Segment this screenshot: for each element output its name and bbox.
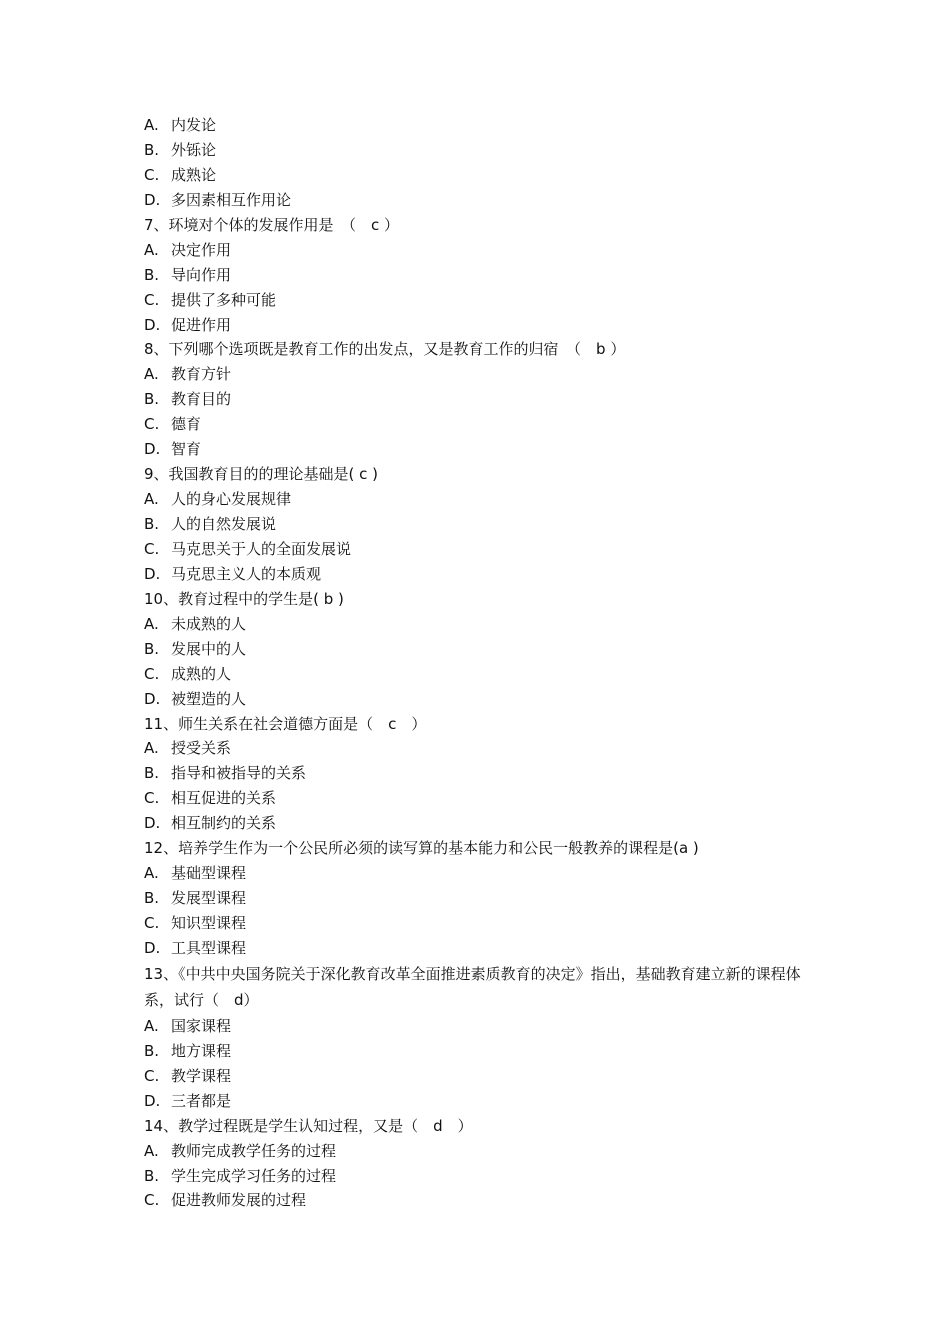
answer-option [144,736,824,761]
option-text: 马克思关于人的全面发展说 [171,539,352,558]
option-text: 相互促进的关系 [171,789,277,808]
option-letter: A. [144,240,159,259]
option-letter: C. [144,664,160,683]
answer-option [144,687,824,712]
option-letter: A. [144,365,159,384]
option-text: 提供了多种可能 [171,290,277,309]
option-letter: C. [144,415,160,434]
answer-option [144,911,824,936]
option-text: 促进作用 [171,315,232,334]
option-letter: B. [144,140,160,159]
option-text: 教学课程 [171,1066,232,1085]
question-text: 9、我国教育目的的理论基础是( c ) [144,465,379,484]
option-text: 马克思主义人的本质观 [171,564,322,583]
option-text: 被塑造的人 [171,689,247,708]
answer-option [144,537,824,562]
option-text: 成熟的人 [171,664,232,683]
question-text: 11、师生关系在社会道德方面是（ c ） [144,714,427,733]
option-letter: D. [144,440,161,459]
question-text: 14、教学过程既是学生认知过程，又是（ d ） [144,1116,473,1135]
option-letter: B. [144,515,160,533]
answer-option [144,138,824,163]
option-text: 德育 [171,415,202,434]
option-text: 多因素相互作用论 [171,190,292,209]
answer-option [144,412,824,437]
answer-option [144,512,824,537]
answer-option [144,387,824,412]
question-text: 13、《中共中央国务院关于深化教育改革全面推进素质教育的决定》指出，基础教育建立新的课程体系，试行（ d） [144,964,801,1010]
option-letter: D. [144,814,161,833]
option-letter: A. [144,490,159,509]
option-letter: A. [144,614,159,633]
answer-option [144,1039,824,1064]
answer-option [144,761,824,786]
option-letter: C. [144,914,160,932]
option-letter: A. [144,1016,159,1035]
answer-option [144,811,824,836]
option-letter: C. [144,539,160,558]
answer-option [144,612,824,637]
question-text: 10、教育过程中的学生是( b ) [144,589,344,608]
option-letter: C. [144,789,160,808]
option-text: 相互制约的关系 [171,814,277,833]
answer-option [144,313,824,338]
option-text: 人的自然发展说 [171,515,277,533]
option-letter: B. [144,1166,160,1185]
answer-option [144,362,824,387]
answer-option [144,637,824,662]
option-text: 三者都是 [171,1091,232,1110]
option-letter: D. [144,315,161,334]
answer-option [144,437,824,462]
option-text: 促进教师发展的过程 [171,1191,307,1210]
option-text: 国家课程 [171,1016,232,1035]
answer-option [144,238,824,263]
option-text: 学生完成学习任务的过程 [171,1166,337,1185]
question-list [144,113,824,1213]
answer-option [144,786,824,811]
option-letter: B. [144,265,160,284]
answer-option [144,886,824,911]
option-text: 授受关系 [171,739,232,758]
option-letter: D. [144,1091,161,1110]
option-text: 决定作用 [171,240,232,259]
answer-option [144,662,824,687]
option-text: 内发论 [171,116,217,134]
answer-option [144,936,824,961]
answer-option [144,562,824,587]
option-text: 教育方针 [171,365,232,384]
option-text: 人的身心发展规律 [171,490,292,509]
option-letter: B. [144,889,160,908]
option-letter: B. [144,390,160,409]
option-text: 指导和被指导的关系 [171,764,307,783]
answer-option [144,113,824,138]
option-text: 外铄论 [171,140,217,159]
answer-option [144,188,824,213]
option-letter: D. [144,190,161,209]
option-text: 教育目的 [171,390,232,409]
question-text: 8、下列哪个选项既是教育工作的出发点，又是教育工作的归宿 （ b ） [144,340,626,359]
option-letter: C. [144,290,160,309]
answer-option [144,861,824,886]
option-letter: A. [144,739,159,758]
option-text: 成熟论 [171,165,217,184]
option-text: 发展中的人 [171,639,247,658]
option-text: 发展型课程 [171,889,247,908]
question-text: 12、培养学生作为一个公民所必须的读写算的基本能力和公民一般教养的课程是(a ) [144,839,699,858]
option-text: 地方课程 [171,1041,232,1060]
option-text: 基础型课程 [171,864,247,883]
option-letter: C. [144,165,160,184]
answer-option [144,1139,824,1164]
answer-option [144,263,824,288]
option-text: 教师完成教学任务的过程 [171,1141,337,1160]
option-letter: A. [144,864,159,883]
answer-option [144,1188,824,1213]
option-text: 知识型课程 [171,914,247,932]
option-letter: B. [144,639,160,658]
option-text: 导向作用 [171,265,232,284]
option-letter: D. [144,938,161,957]
option-letter: D. [144,564,161,583]
option-letter: B. [144,1041,160,1060]
option-text: 工具型课程 [171,938,247,957]
option-letter: D. [144,689,161,708]
option-letter: A. [144,1141,159,1160]
answer-option [144,288,824,313]
question-text: 7、环境对个体的发展作用是 （ c ） [144,215,400,234]
option-letter: B. [144,764,160,783]
answer-option [144,1164,824,1189]
option-text: 未成熟的人 [171,614,247,633]
answer-option [144,1064,824,1089]
answer-option [144,1014,824,1039]
option-letter: C. [144,1066,160,1085]
option-letter: C. [144,1191,160,1210]
option-text: 智育 [171,440,202,459]
answer-option [144,487,824,512]
option-letter: A. [144,116,159,134]
answer-option [144,163,824,188]
answer-option [144,1089,824,1114]
